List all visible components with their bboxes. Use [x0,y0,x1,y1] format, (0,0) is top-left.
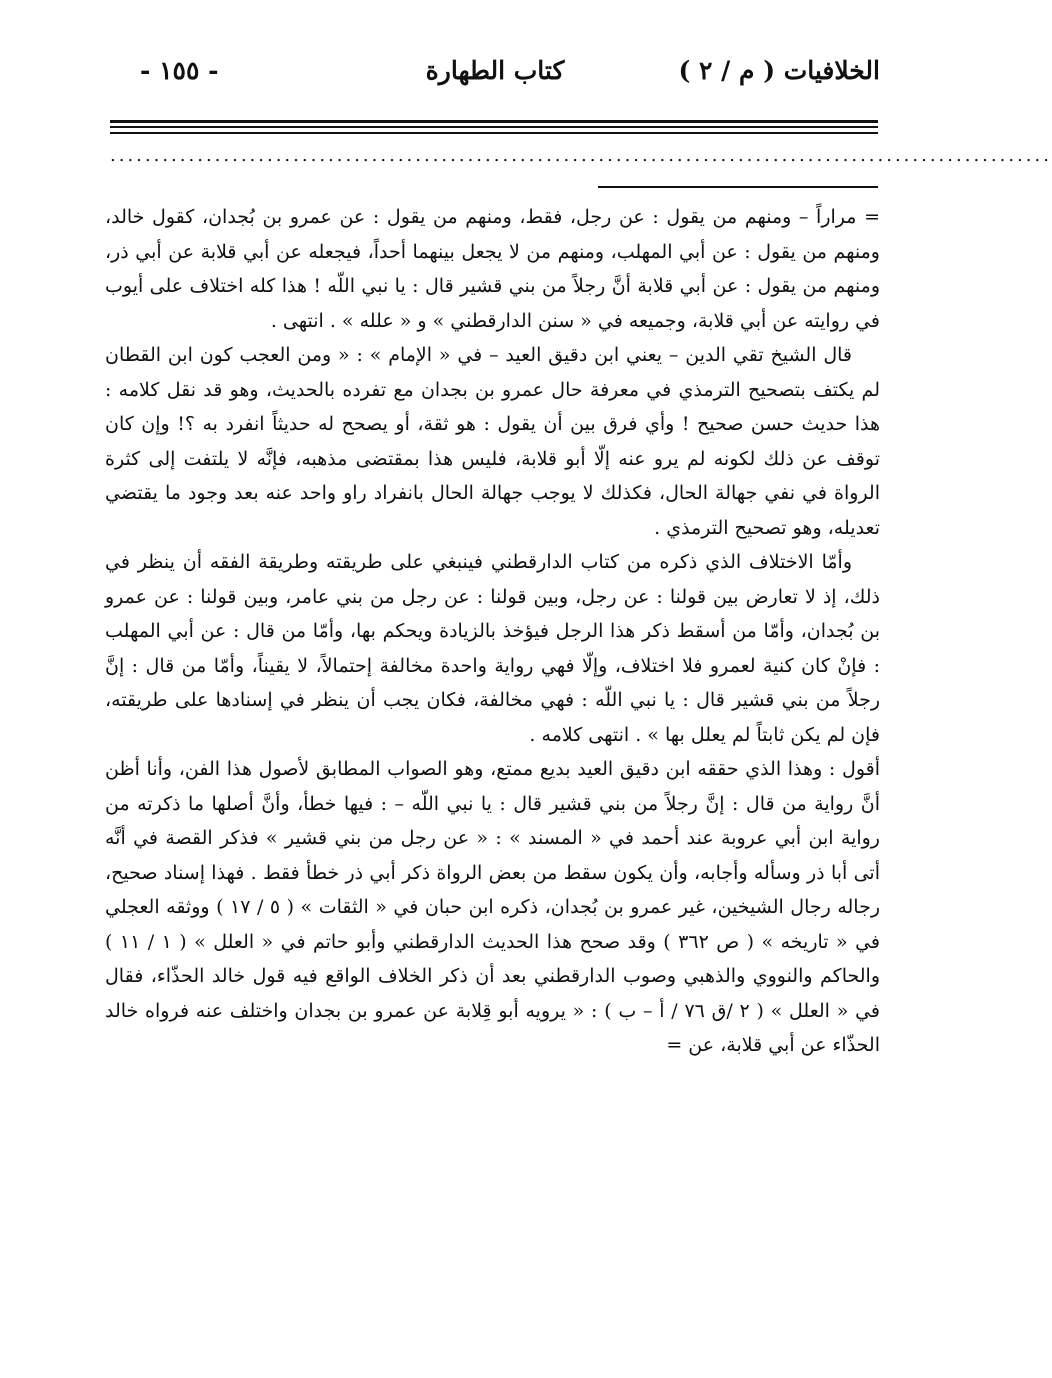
paragraph: قال الشيخ تقي الدين – يعني ابن دقيق العيد – في « الإمام » : « ومن العجب كون ابن القطان لم يكتف بتصحيح الترمذي في معرفة حال عمرو بن بجدان مع تفرده بالحديث، وهو قد نقل كلامه : هذا حديث حسن صحيح ! وأي فرق بين أن يقول : هو ثقة، أو يصحح له حديثاً انفرد به ؟! وإن كان توقف عن ذلك لكونه لم يرو عنه إلّا أبو قلابة، فليس هذا بمقتضى مذهبه، فإنَّه لا يلتفت إلى كثرة الرواة في نفي جهالة الحال، فكذلك لا يوجب جهالة الحال بانفراد راو واحد عنه بعد وجود ما يقتضي تعديله، وهو تصحيح الترمذي . [105,344,880,539]
page-number: - ١٥٥ - [140,56,219,85]
chapter-title: كتاب الطهارة [425,56,565,85]
header-rule-thin [110,132,878,134]
section-title: الخلافيات ( م / ٢ ) [678,56,880,85]
paragraph: = مراراً – ومنهم من يقول : عن رجل، فقط، ومنهم من يقول : عن عمرو بن بُجدان، كقول خالد، ومنهم من يقول : عن أبي المهلب، ومنهم من لا يجعل بينهما أحداً، فيجعله عن أبي قلابة عن أبي ذر، ومنهم من يقول : عن أبي قلابة أنَّ رجلاً من بني قشير قال : يا نبي اللّه ! هذا كله اختلاف على أيوب في روايته عن أبي قلابة، وجميعه في « سنن الدارقطني » و « علله » . انتهى . [105,206,880,332]
paragraph: أقول : وهذا الذي حققه ابن دقيق العيد بديع ممتع، وهو الصواب المطابق لأصول هذا الفن، وأنا أظن أنَّ رواية من قال : إنَّ رجلاً من بني قشير قال : يا نبي اللّه – : فيها خطأ، وأنَّ أصلها ما ذكرته من رواية ابن أبي عروبة عند أحمد في « المسند » : « عن رجل من بني قشير » فذكر القصة في أنَّه أتى أبا ذر وسأله وأجابه، وأن يكون سقط من بعض الرواة ذكر أبي ذر خطأ فقط . فهذا إسناد صحيح، رجاله رجال الشيخين، غير عمرو بن بُجدان، ذكره ابن حبان في « الثقات » ( ٥ / ١٧ ) ووثقه العجلي في « تاريخه » ( ص ٣٦٢ ) وقد صحح هذا الحديث الدارقطني وأبو حاتم في « العلل » ( ١ / ١١ ) والحاكم والنووي والذهبي وصوب الدارقطني بعد أن ذكر الخلاف الواقع فيه قول خالد الحذّاء، فقال في « العلل » ( ٢ /ق ٧٦ / أ – ب ) : « يرويه أبو قِلابة عن عمرو بن بجدان واختلف عنه فرواه خالد الحذّاء عن أبي قلابة، عن = [105,758,881,1056]
paragraph: وأمّا الاختلاف الذي ذكره من كتاب الدارقطني فينبغي على طريقته وطريقة الفقه أن ينظر في ذلك، إذ لا تعارض بين قولنا : عن رجل، وبين قولنا : عن رجل من بني عامر، وبين قولنا : عن عمرو بن بُجدان، وأمّا من أسقط ذكر هذا الرجل فيؤخذ بالزيادة ويحكم بها، وأمّا من قال : عن أبي المهلب : فإنْ كان كنية لعمرو فلا اختلاف، وإلّا فهي رواية واحدة مخالفة إحتمالاً، لا يقيناً، وأمّا من قال : إنَّ رجلاً من بني قشير قال : يا نبي اللّه : فهي مخالفة، فكان يجب أن ينظر في إسنادها على طريقته، فإن لم يكن ثابتاً لم يعلل بها » . انتهى كلامه . [105,551,880,746]
dotted-separator: ............................................................................................................ [110,145,1052,166]
footnote-text [105,200,880,1063]
header-rule-thick [110,120,878,123]
header-rule-middle [110,126,878,128]
page-header [110,50,880,98]
footnote-rule [598,186,878,188]
